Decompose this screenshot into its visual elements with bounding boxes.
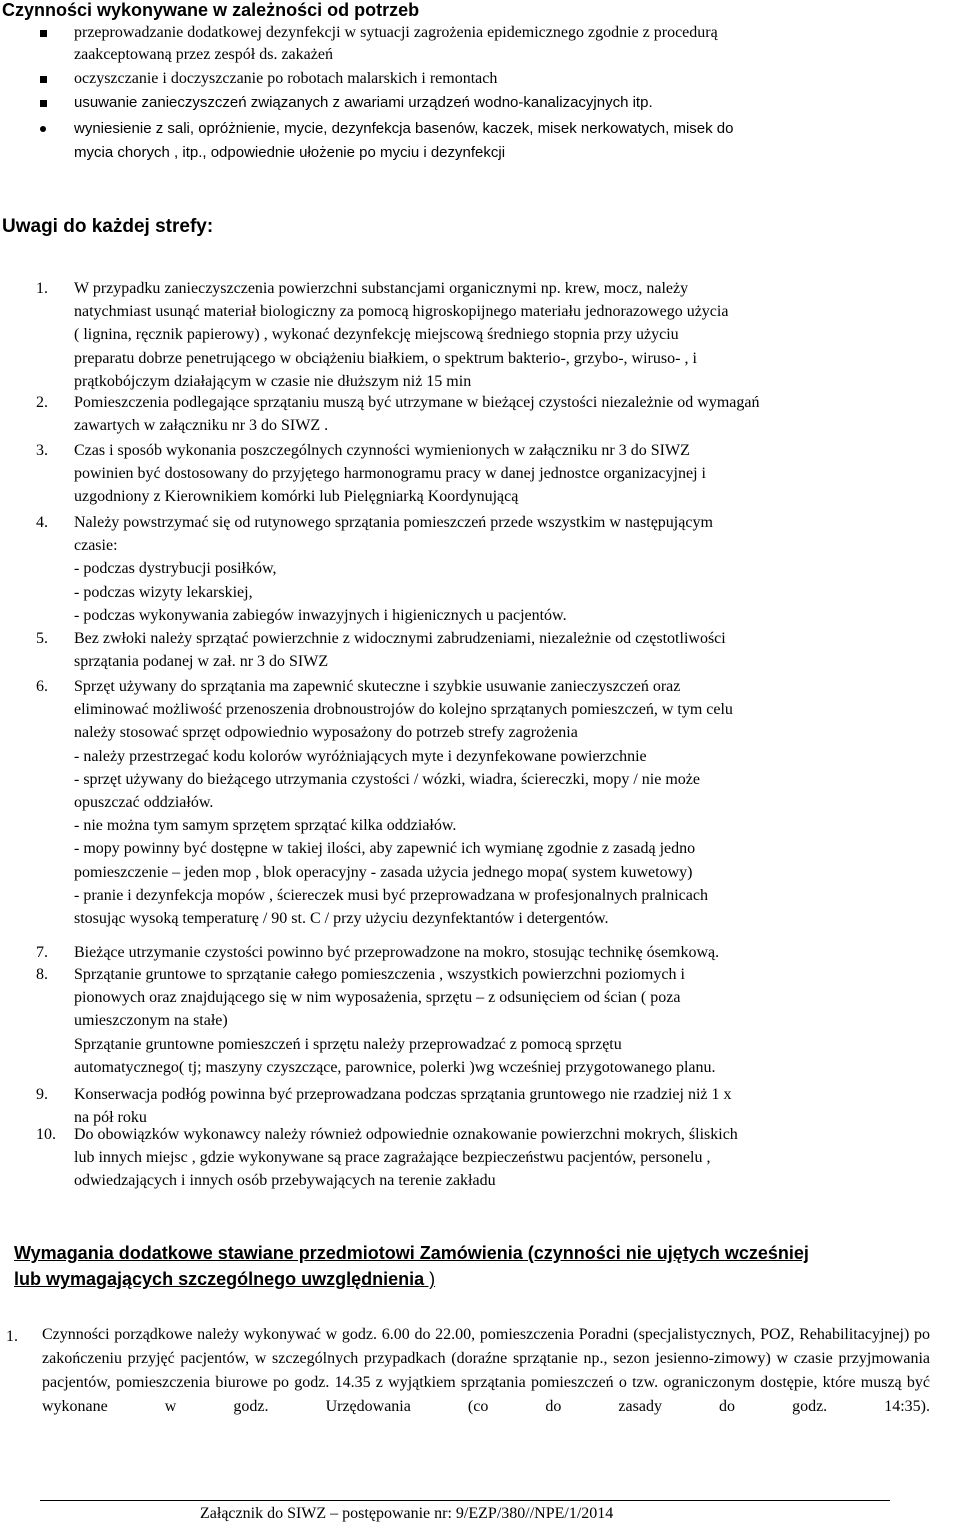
uwagi-item-line: Konserwacja podłóg powinna być przeprowadzana podczas sprzątania gruntowego nie rzadziej niż 1 x (74, 1086, 732, 1103)
uwagi-item-number: 8. (36, 966, 48, 983)
uwagi-item-line: - pranie i dezynfekcja mopów , ściereczek musi być przeprowadzana w profesjonalnych pralnicach (74, 886, 708, 904)
wymagania-item-number: 1. (6, 1328, 18, 1345)
uwagi-item-line: czasie: (74, 537, 118, 555)
uwagi-item-line: - nie można tym samym sprzętem sprzątać kilka oddziałów. (74, 817, 457, 835)
wymagania-title-line: Wymagania dodatkowe stawiane przedmiotowi Zamówienia (czynności nie ujętych wcześniej (14, 1243, 809, 1263)
uwagi-item-line: - podczas wykonywania zabiegów inwazyjnych i higienicznych u pacjentów. (74, 606, 567, 624)
uwagi-item-line: - podczas dystrybucji posiłków, (74, 560, 277, 578)
bullet-item (0, 92, 960, 114)
uwagi-item-line: Bieżące utrzymanie czystości powinno być przeprowadzone na mokro, stosując technikę ósemkową. (74, 944, 720, 961)
uwagi-item-line: umieszczonym na stałe) (74, 1012, 228, 1030)
uwagi-item-line: natychmiast usunąć materiał biologiczny za pomocą higroskopijnego materiału jednorazowego użycia (74, 303, 729, 321)
square-bullet-icon (40, 76, 47, 83)
uwagi-item-line: - sprzęt używany do bieżącego utrzymania czystości / wózki, wiadra, ściereczki, mopy / nie może (74, 770, 700, 788)
bullet-item (0, 118, 960, 166)
bullet-text: zaakceptowaną przez zespół ds. zakażeń (74, 46, 333, 63)
uwagi-item-line: W przypadku zanieczyszczenia powierzchni substancjami organicznymi np. krew, mocz, należy (74, 280, 689, 297)
uwagi-item-line: lub innych miejsc , gdzie wykonywane są prace zagrażające bezpieczeństwu pacjentów, personelu , (74, 1149, 711, 1167)
wymagania-title-suffix: ) (424, 1269, 436, 1289)
uwagi-item-line: Pomieszczenia podlegające sprzątaniu muszą być utrzymane w bieżącej czystości niezależnie od wymagań (74, 394, 760, 411)
uwagi-item-number: 7. (36, 944, 48, 961)
section-title-czynnosci: Czynności wykonywane w zależności od potrzeb (2, 0, 420, 20)
uwagi-item-line: automatycznego( tj; maszyny czyszczące, parownice, polerki )wg wcześniej przygotowanego planu. (74, 1058, 716, 1076)
uwagi-item-number: 6. (36, 678, 48, 695)
bullet-item (0, 68, 960, 90)
bullet-text: mycia chorych , itp., odpowiednie ułożenie po myciu i dezynfekcji (74, 144, 506, 161)
uwagi-item-line: Sprzątanie gruntowe to sprzątanie całego pomieszczenia , wszystkich powierzchni poziomych i (74, 966, 685, 983)
bullet-text: wyniesienie z sali, opróżnienie, mycie, dezynfekcja basenów, kaczek, misek nerkowatych, misek do (74, 120, 734, 137)
uwagi-item-line: eliminować możliwość przenoszenia drobnoustrojów do kolejno sprzątanych pomieszczeń, w tym celu (74, 701, 733, 719)
uwagi-item-line: - należy przestrzegać kodu kolorów wyróżniających myte i dezynfekowane powierzchnie (74, 747, 647, 765)
uwagi-item-line: prątkobójczym działającym w czasie nie dłuższym niż 15 min (74, 372, 472, 390)
uwagi-item-number: 9. (36, 1086, 48, 1103)
footer-divider (40, 1500, 890, 1501)
uwagi-item-line: pomieszczenie – jeden mop , blok operacyjny - zasada użycia jednego mopa( system kuwetowy) (74, 863, 693, 881)
square-bullet-icon (40, 100, 47, 107)
uwagi-item-line: ( lignina, ręcznik papierowy) , wykonać dezynfekcję miejscową średniego stopnia przy użyciu (74, 326, 679, 344)
uwagi-item-line: powinien być dostosowany do przyjętego harmonogramu pracy w danej jednostce organizacyjnej i (74, 465, 706, 483)
uwagi-item-line: Bez zwłoki należy sprzątać powierzchnie z widocznymi zabrudzeniami, niezależnie od częstotliwości (74, 630, 726, 647)
bullet-item (0, 22, 960, 66)
round-bullet-icon (40, 126, 46, 132)
uwagi-item-line: Sprzątanie gruntowne pomieszczeń i sprzętu należy przeprowadzać z pomocą sprzętu (74, 1035, 622, 1053)
footer-text: Załącznik do SIWZ – postępowanie nr: 9/EZP/380//NPE/1/2014 (200, 1505, 614, 1522)
uwagi-item-number: 5. (36, 630, 48, 647)
uwagi-item-line: należy stosować sprzęt odpowiednio wyposażony do potrzeb strefy zagrożenia (74, 724, 578, 742)
uwagi-item-line: opuszczać oddziałów. (74, 794, 214, 811)
uwagi-item-line: odwiedzających i innych osób przebywających na terenie zakładu (74, 1172, 496, 1190)
uwagi-item-line: - podczas wizyty lekarskiej, (74, 583, 253, 601)
uwagi-item-line: sprzątania podanej w zał. nr 3 do SIWZ (74, 653, 329, 671)
uwagi-item-number: 1. (36, 280, 48, 297)
uwagi-item-line: zawartych w załączniku nr 3 do SIWZ . (74, 417, 329, 435)
section-title-wymagania (14, 1240, 809, 1292)
section-title-uwagi: Uwagi do każdej strefy: (2, 216, 214, 237)
uwagi-item-line: stosując wysoką temperaturę / 90 st. C / przy użyciu dezynfektantów i detergentów. (74, 910, 609, 927)
uwagi-item-line: uzgodniony z Kierownikiem komórki lub Pielęgniarką Koordynującą (74, 488, 519, 506)
uwagi-item-line: Do obowiązków wykonawcy należy również odpowiednie oznakowanie powierzchni mokrych, śliskich (74, 1126, 738, 1143)
uwagi-item-line: Sprzęt używany do sprzątania ma zapewnić skuteczne i szybkie usuwanie zanieczyszczeń oraz (74, 678, 681, 695)
uwagi-item-line: pionowych oraz znajdującego się w nim wyposażenia, sprzętu – z odsunięciem od ścian ( poza (74, 989, 681, 1007)
uwagi-item-number: 10. (36, 1126, 56, 1143)
uwagi-item-line: - mopy powinny być dostępne w takiej ilości, aby zapewnić ich wymianę zgodnie z zasadą jedno (74, 840, 696, 858)
bullet-text: oczyszczanie i doczyszczanie po robotach malarskich i remontach (74, 70, 498, 87)
uwagi-item-number: 3. (36, 442, 48, 459)
wymagania-item-text: Czynności porządkowe należy wykonywać w godz. 6.00 do 22.00, pomieszczenia Poradni (specjalistycznych, POZ, Rehabilitacyjnej) po zakończeniu przyjęć pacjentów, w szczególnych przypadkach (doraźne sprzątanie np., sezon jesienno-zimowy) w czasie przyjmowania pacjentów, pomieszczenia biurowe po godz. 14.35 z wyjątkiem sprzątania pomieszczeń o tzw. ograniczonym dostępie, które muszą być wykonane w godz. Urzędowania (co do zasady do godz. 14:35). (42, 1326, 930, 1415)
uwagi-item-line: preparatu dobrze penetrującego w obciążeniu białkiem, o spektrum bakterio-, grzybo-, wiruso- , i (74, 349, 697, 367)
uwagi-item-line: Czas i sposób wykonania poszczególnych czynności wymienionych w załączniku nr 3 do SIWZ (74, 442, 690, 459)
uwagi-item-line: Należy powstrzymać się od rutynowego sprzątania pomieszczeń przede wszystkim w następującym (74, 514, 713, 531)
uwagi-item-number: 2. (36, 394, 48, 411)
bullet-text: usuwanie zanieczyszczeń związanych z awariami urządzeń wodno-kanalizacyjnych itp. (74, 94, 653, 111)
uwagi-item-line: na pół roku (74, 1109, 147, 1127)
uwagi-item-number: 4. (36, 514, 48, 531)
square-bullet-icon (40, 30, 47, 37)
wymagania-title-line: lub wymagających szczególnego uwzględnienia (14, 1269, 425, 1289)
bullet-text: przeprowadzanie dodatkowej dezynfekcji w sytuacji zagrożenia epidemicznego zgodnie z procedurą (74, 24, 718, 41)
